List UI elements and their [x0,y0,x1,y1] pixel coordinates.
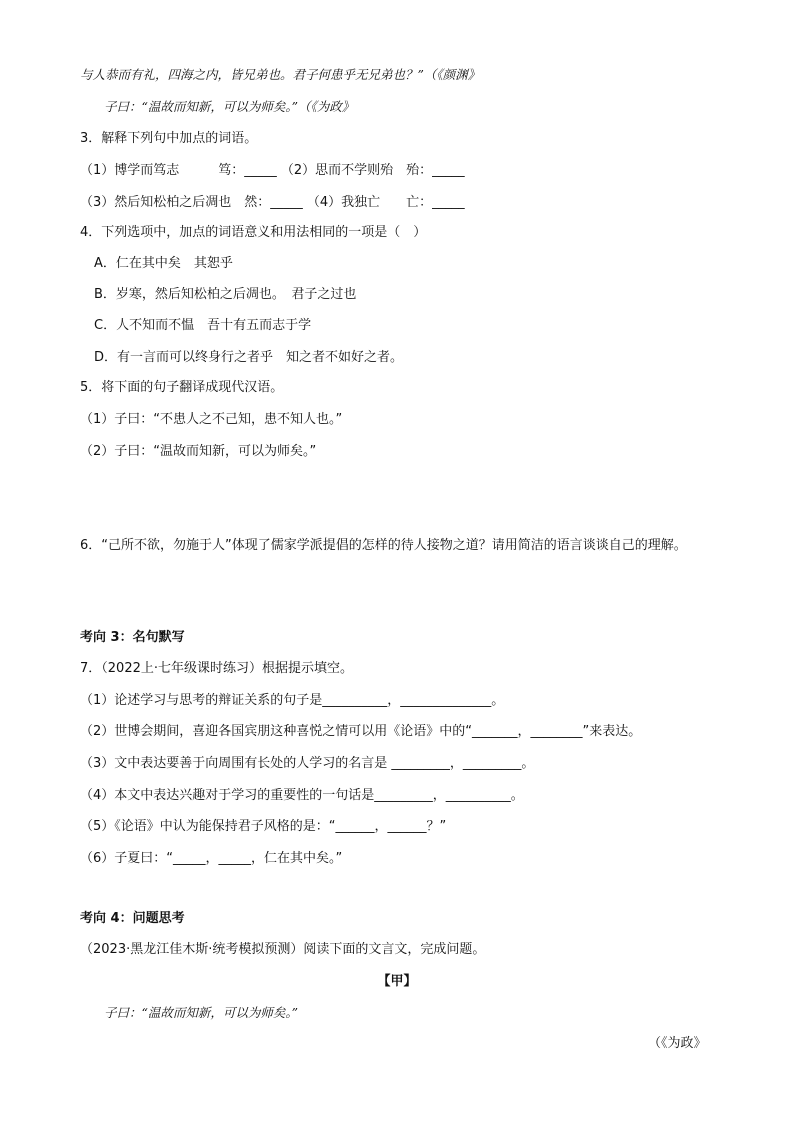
question-4-option-b: B．岁寒，然后知松柏之后凋也。 君子之过也 [94,287,357,302]
question-4: 4．下列选项中，加点的词语意义和用法相同的一项是（ ） [80,225,427,240]
question-7-item-4: （4）本文中表达兴趣对于学习的重要性的一句话是_________，__________。 [80,788,524,803]
question-7-item-2: （2）世博会期间，喜迎各国宾朋这种喜悦之情可以用《论语》中的“_______，________”来表达。 [80,724,642,739]
question-7-item-5: （5）《论语》中认为能保持君子风格的是：“______，______？” [80,819,447,834]
quote-line-yanyuan: 与人恭而有礼，四海之内，皆兄弟也。君子何患乎无兄弟也？”（《颜渊》 [80,67,481,82]
question-7-item-6: （6）子夏曰：“_____，_____，仁在其中矣。” [80,851,343,866]
question-3: 3．解释下列句中加点的词语。 [80,131,258,146]
question-7: 7．（2022上·七年级课时练习）根据提示填空。 [80,661,353,676]
question-4-option-c: C．人不知而不愠 吾十有五而志于学 [94,318,312,333]
passage-jia-label: 【甲】 [377,974,417,989]
question-7-item-3: （3）文中表达要善于向周围有长处的人学习的名言是 _________，_________。 [80,756,535,771]
question-6: 6．“己所不欲，勿施于人”体现了儒家学派提倡的怎样的待人接物之道？请用简洁的语言谈谈自己的理解。 [80,538,687,553]
section-3-heading: 考向 3：名句默写 [80,630,185,645]
question-7-item-1: （1）论述学习与思考的辩证关系的句子是__________，______________。 [80,693,505,708]
question-5: 5．将下面的句子翻译成现代汉语。 [80,380,284,395]
reading-source: （2023·黑龙江佳木斯·统考模拟预测）阅读下面的文言文，完成问题。 [80,942,486,957]
question-3-item-1-2: （1）博学而笃志 笃：_____ （2）思而不学则殆 殆：_____ [80,163,465,178]
question-4-option-d: D．有一言而可以终身行之者乎 知之者不如好之者。 [94,350,404,365]
passage-jia-source: （《为政》 [648,1036,707,1051]
question-5-item-1: （1）子曰：“不患人之不己知，患不知人也。” [80,412,343,427]
passage-jia-text: 子曰：“温故而知新，可以为师矣。” [104,1005,299,1020]
quote-line-weizheng: 子曰：“温故而知新，可以为师矣。”（《为政》 [104,99,355,114]
question-3-item-3-4: （3）然后知松柏之后凋也 然：_____ （4）我独亡 亡：_____ [80,195,465,210]
section-4-heading: 考向 4：问题思考 [80,911,185,926]
question-4-option-a: A．仁在其中矣 其恕乎 [94,256,233,271]
question-5-item-2: （2）子曰：“温故而知新，可以为师矣。” [80,444,317,459]
